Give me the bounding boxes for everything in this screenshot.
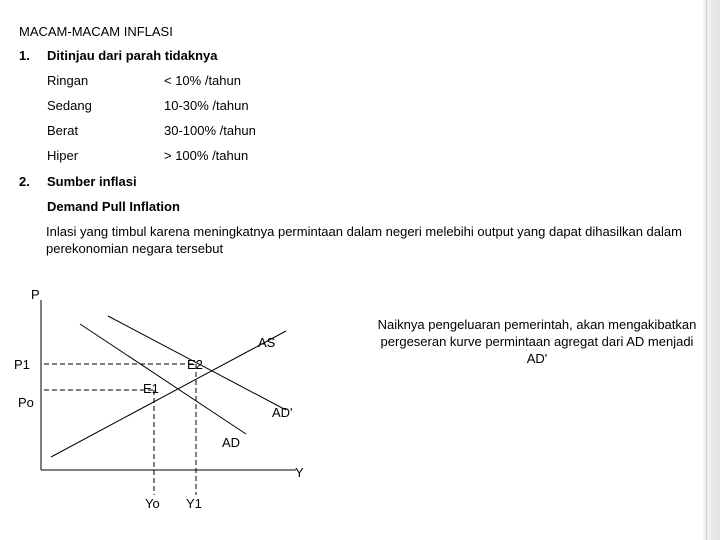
axis-y-label: P xyxy=(31,287,40,302)
section1-number: 1. xyxy=(19,48,30,63)
row-label-berat: Berat xyxy=(47,123,79,138)
diagram-note: Naiknya pengeluaran pemerintah, akan mengakibatkan pergeseran kurve permintaan agregat dari AD menjadi AD' xyxy=(377,317,697,366)
section2-subheading: Demand Pull Inflation xyxy=(47,199,180,214)
point-label-e2: E2 xyxy=(187,357,203,372)
price-label-p1: P1 xyxy=(14,357,30,372)
row-label-ringan: Ringan xyxy=(47,73,89,88)
point-label-e1: E1 xyxy=(143,381,159,396)
row-label-sedang: Sedang xyxy=(47,98,92,113)
curve-label-ad: AD xyxy=(222,435,241,450)
output-label-y1: Y1 xyxy=(186,496,202,511)
axis-x-label: Y xyxy=(295,465,304,480)
row-value-berat: 30-100% /tahun xyxy=(164,123,256,138)
row-value-ringan: < 10% /tahun xyxy=(164,73,241,88)
row-value-sedang: 10-30% /tahun xyxy=(164,98,249,113)
output-label-yo: Yo xyxy=(145,496,160,511)
row-value-hiper: > 100% /tahun xyxy=(164,148,249,163)
page-title: MACAM-MACAM INFLASI xyxy=(19,24,173,39)
section2-number: 2. xyxy=(19,174,30,189)
section2-description: Inlasi yang timbul karena meningkatnya permintaan dalam negeri melebihi output yang dapat dihasilkan dalam perekonomian negara tersebut xyxy=(46,224,682,256)
curve-label-as: AS xyxy=(258,335,276,350)
curve-label-ad-shift: AD' xyxy=(272,405,293,420)
price-label-po: Po xyxy=(18,395,34,410)
section1-heading: Ditinjau dari parah tidaknya xyxy=(47,48,218,63)
row-label-hiper: Hiper xyxy=(47,148,79,163)
as-curve xyxy=(51,331,286,457)
ad-curve xyxy=(80,324,246,434)
section2-heading: Sumber inflasi xyxy=(47,174,137,189)
